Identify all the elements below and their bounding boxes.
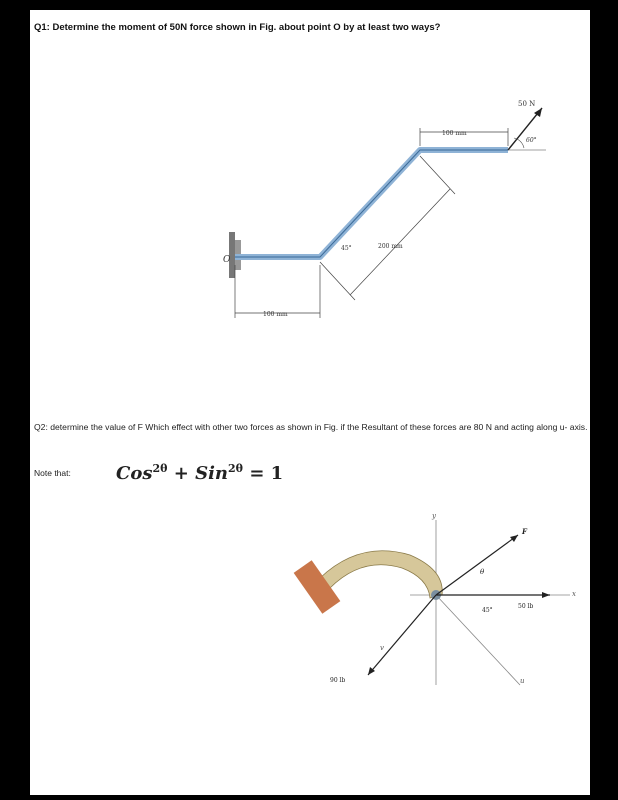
note-label: Note that: [34,468,71,478]
point-o-label: O [223,255,231,265]
svg-text:θ: θ [480,568,485,576]
angle-force-label: 60° [526,137,537,144]
u-axis [436,595,520,685]
curved-bracket [320,551,442,598]
question-2: Q2: determine the value of F Which effect with other two forces as shown in Fig. if the Resultant of these forces are 80 N and acting along u- axis. [34,422,588,432]
figure-1-bent-rod [30,90,590,330]
angle-bend-label: 45° [341,245,352,252]
force-90lb-arrow [368,595,436,675]
svg-text:y: y [432,512,436,520]
identity-equation: Cos$^{2\theta}$ + Sin$^{2\theta}$ = 1 [116,462,284,484]
svg-text:x: x [572,590,576,598]
dim-top-label: 100 mm [442,130,467,137]
svg-text:45°: 45° [482,607,493,614]
document-page [30,10,590,795]
dim-diag-label: 200 mm [378,243,403,250]
svg-text:50 lb: 50 lb [518,603,534,610]
svg-text:v: v [380,644,384,652]
question-1: Q1: Determine the moment of 50N force shown in Fig. about point O by at least two ways? [34,22,441,33]
svg-text:u: u [520,677,525,685]
figure-2-forces [30,500,590,700]
svg-text:F: F [522,527,527,536]
bent-rod [235,150,508,257]
dim-bottom-label: 100 mm [263,311,288,318]
svg-text:90 lb: 90 lb [330,677,346,684]
force-f-arrow [436,535,518,595]
force-label: 50 N [518,100,536,108]
